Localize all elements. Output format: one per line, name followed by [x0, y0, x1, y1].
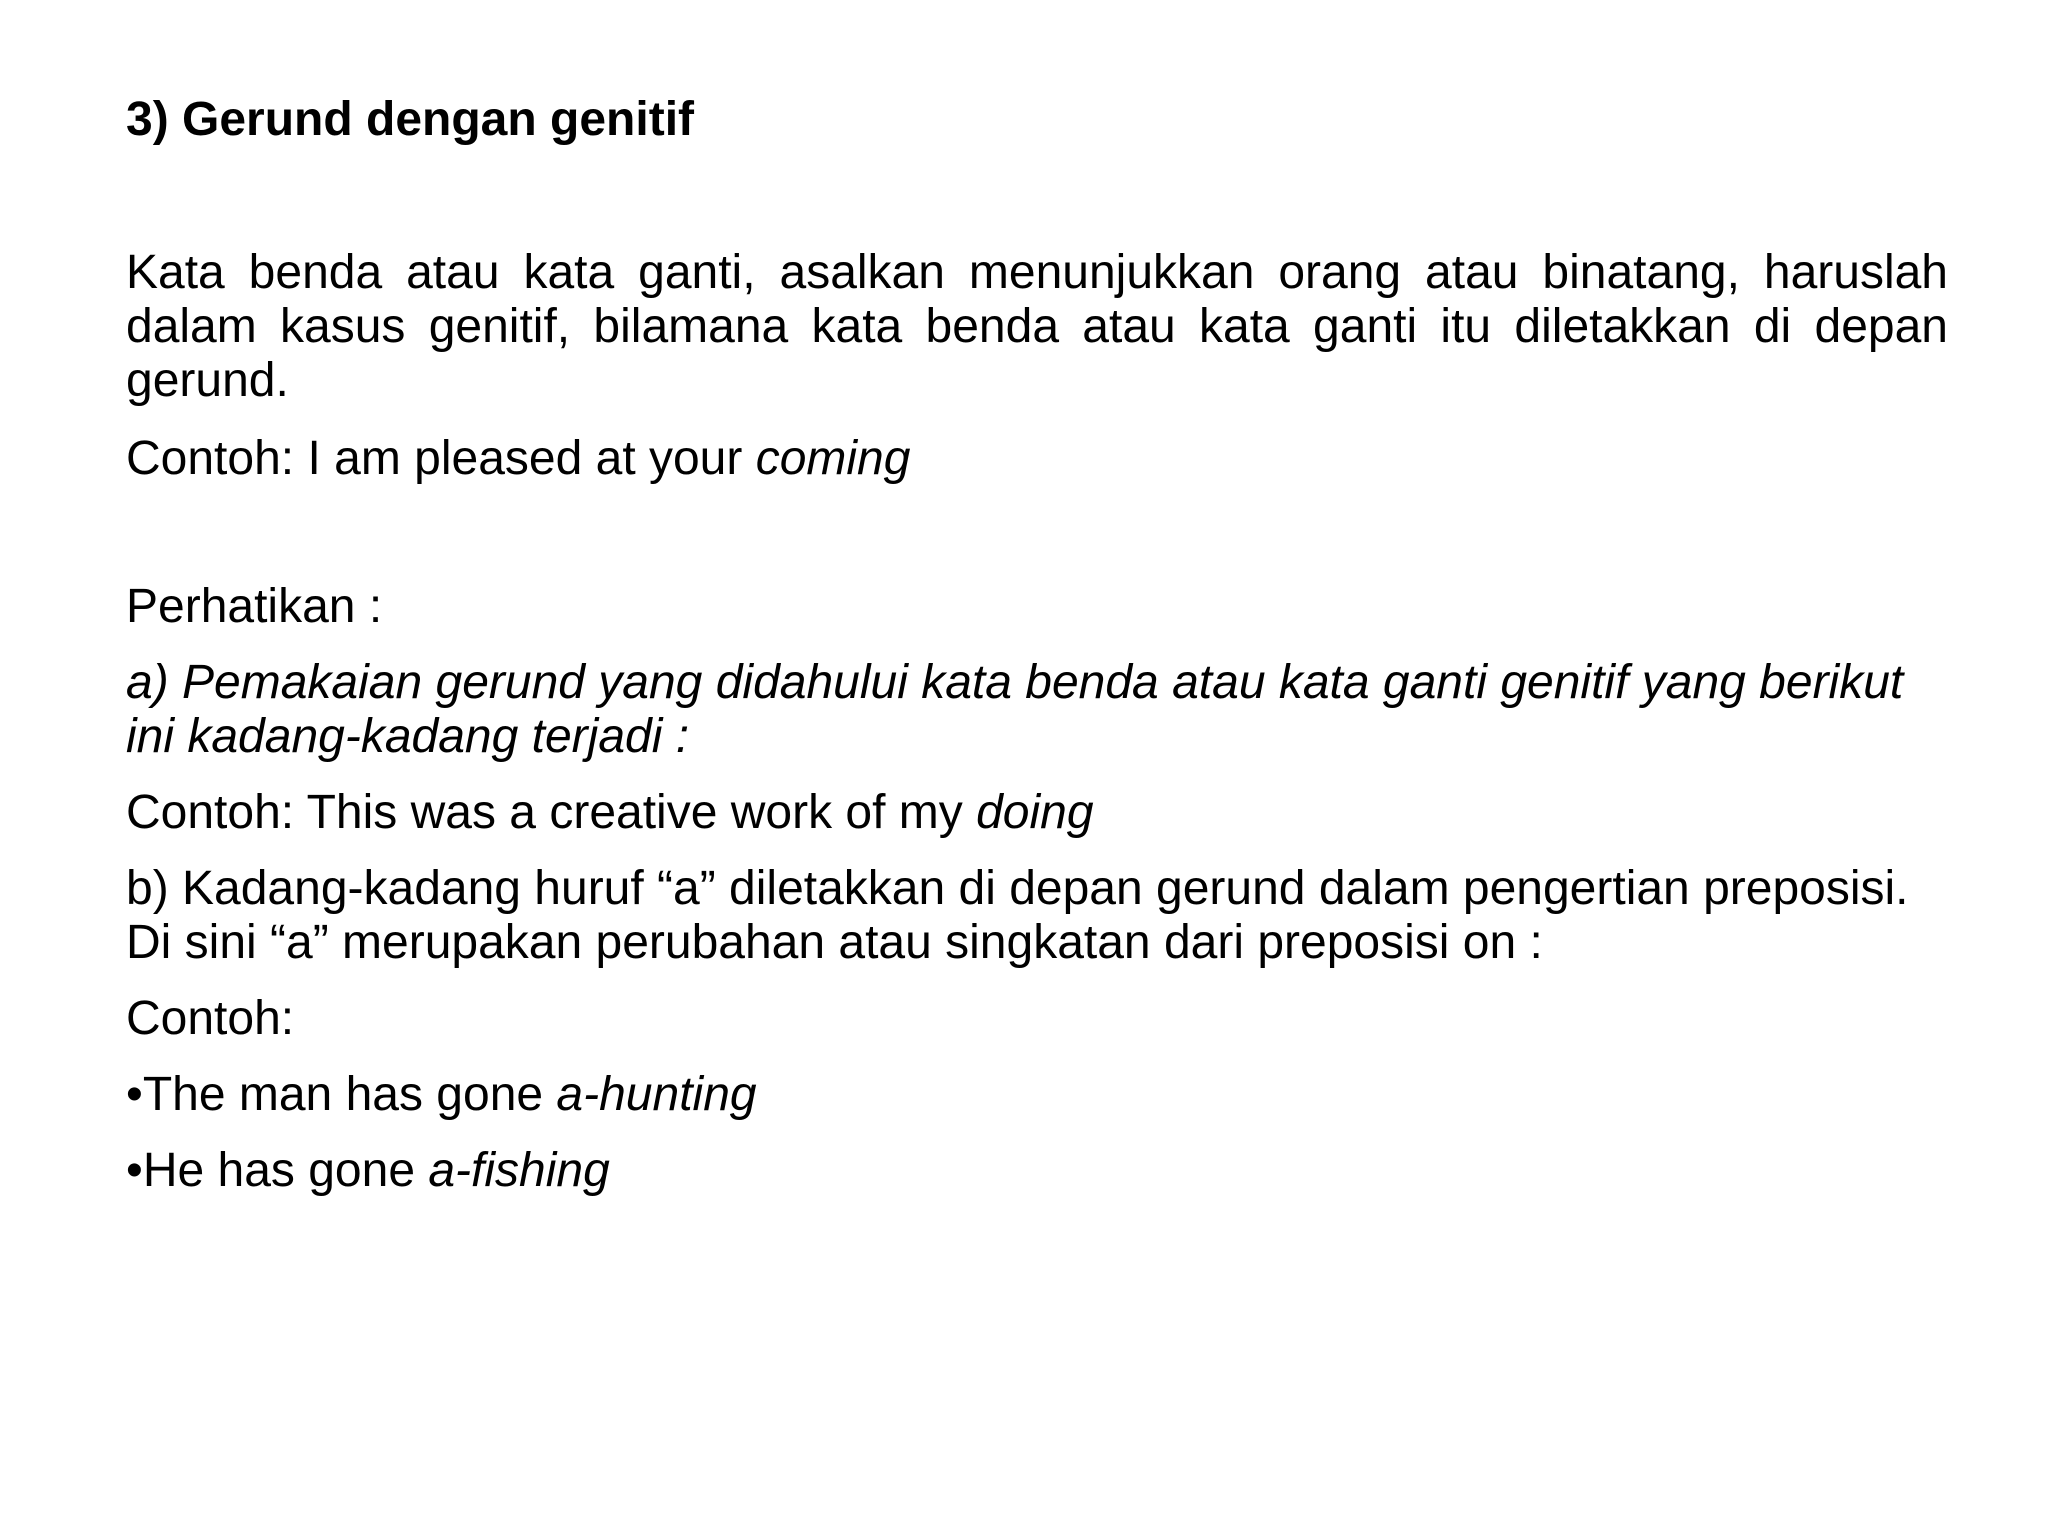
- intro-paragraph: Kata benda atau kata ganti, asalkan menunjukkan orang atau binatang, haruslah dalam kasus genitif, bilamana kata benda atau kata ganti itu diletakkan di depan gerund.: [126, 246, 1948, 407]
- slide-title: 3) Gerund dengan genitif: [126, 93, 695, 146]
- slide-content: [126, 88, 1948, 1198]
- bullet-item: [126, 1068, 1948, 1122]
- example-2: [126, 786, 1948, 840]
- note-label: Perhatikan :: [126, 580, 383, 633]
- example-1-text: Contoh: I am pleased at your: [126, 432, 756, 485]
- bullet-icon: •: [126, 1068, 143, 1121]
- example-1: [126, 432, 1948, 486]
- point-b: b) Kadang-kadang huruf “a” diletakkan di depan gerund dalam pengertian preposisi. Di sini “a” merupakan perubahan atau singkatan dari preposisi on :: [126, 862, 1909, 969]
- example-2-text: Contoh: This was a creative work of my: [126, 786, 977, 839]
- example-1-italic: coming: [755, 432, 911, 485]
- example-2-italic: doing: [976, 786, 1094, 839]
- example-3-label: Contoh:: [126, 992, 295, 1045]
- bullet-text: The man has gone: [142, 1068, 557, 1121]
- bullet-item: [126, 1144, 1948, 1198]
- bullet-text: He has gone: [142, 1144, 429, 1197]
- point-a: a) Pemakaian gerund yang didahului kata benda atau kata ganti genitif yang berikut ini kadang-kadang terjadi :: [126, 656, 1904, 763]
- bullet-italic: a-hunting: [556, 1068, 757, 1121]
- bullet-icon: •: [126, 1144, 143, 1197]
- bullet-italic: a-fishing: [428, 1144, 610, 1197]
